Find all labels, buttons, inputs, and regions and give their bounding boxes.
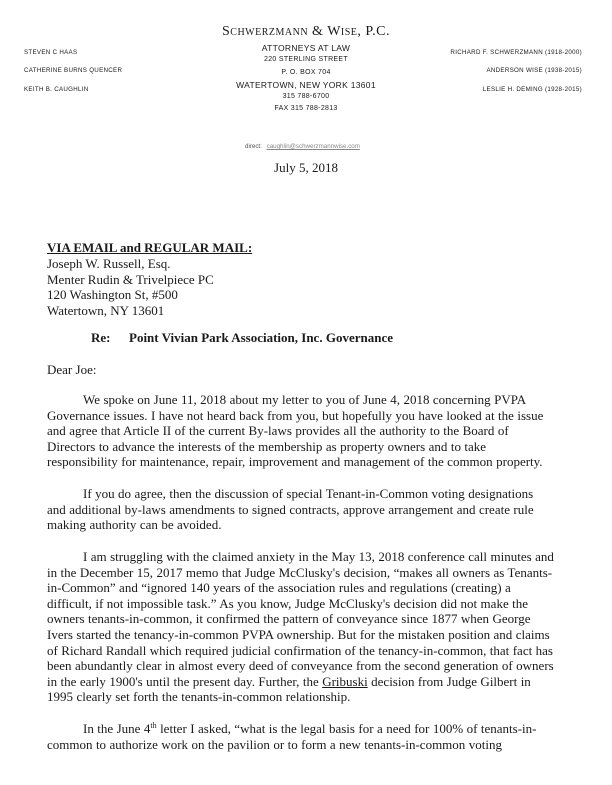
paragraph-line: of Richard Randall which required judicial confirmation of the tenancy-in-common, that fact has — [47, 642, 553, 658]
body-paragraph-4 — [47, 721, 568, 752]
paragraph-line: I am struggling with the claimed anxiety in the May 13, 2018 conference call minutes and — [83, 549, 554, 564]
body-paragraph-2 — [47, 486, 568, 533]
firm-name: Schwerzmann & Wise, P.C. — [222, 24, 390, 39]
firm-practice: ATTORNEYS AT LAW — [261, 43, 351, 53]
paragraph-line: Governance issues. I have not heard back from you, but hopefully you have looked at the issue — [47, 407, 544, 423]
paragraph-line: in the December 15, 2017 memo that Judge McClusky's decision, “makes all owners as Tenants- — [47, 564, 553, 580]
direct-contact — [245, 143, 360, 150]
delivery-method: VIA EMAIL and REGULAR MAIL: — [47, 240, 253, 255]
paragraph-line: been abundantly clear in almost every deed of conveyance from the second generation of owners — [47, 658, 554, 674]
firm-street: 220 STERLING STREET — [264, 56, 348, 64]
direct-label: direct: — [245, 143, 262, 150]
letter-date: July 5, 2018 — [274, 160, 338, 175]
right-partner-list — [450, 44, 582, 99]
paragraph-line: In the June 4th letter I asked, “what is the legal basis for a need for 100% of tenants-in- — [83, 721, 537, 736]
partner-name: RICHARD F. SCHWERZMANN (1918-2000) — [450, 49, 582, 56]
partner-name: STEVEN C HAAS — [24, 49, 78, 56]
re-subject: Point Vivian Park Association, Inc. Governance — [129, 330, 393, 345]
paragraph-line: Ivers started the tenancy-in-common PVPA ownership. But for the mistaken position and claims — [47, 626, 550, 642]
firm-address-block — [206, 42, 406, 116]
partner-name: LESLIE H. DEMING (1928-2015) — [482, 85, 582, 93]
paragraph-line: and additional by-laws amendments to signed contracts, approve arrangement and create rule — [47, 501, 534, 517]
paragraph-line: If you do agree, then the discussion of special Tenant-in-Common voting designations — [83, 486, 534, 501]
salutation: Dear Joe: — [47, 362, 97, 377]
body-paragraph-1 — [47, 392, 568, 470]
case-name: Gribuski — [322, 673, 368, 689]
firm-phone: 315 788-6700 — [282, 93, 330, 101]
partner-name: CATHERINE BURNS QUENCER — [24, 67, 123, 75]
direct-email-link[interactable]: caughlin@schwerzmannwise.com — [266, 143, 360, 150]
recipient-address — [47, 256, 214, 320]
paragraph-line: in-Common” and “ignored 140 years of the association rules and regulations (creating) a — [47, 580, 511, 596]
paragraph-line: difficult, if not impossible task.” As you know, Judge McClusky's decision did not make the — [47, 595, 529, 611]
left-partner-list — [24, 44, 122, 99]
recipient-firm: Menter Rudin & Trivelpiece PC — [47, 271, 214, 287]
paragraph-line: in the early 1900's until the present day. Further, the Gribuski decision from Judge Gilbert in — [47, 673, 531, 689]
paragraph-line: Directors to advance the interests of the membership as property owners and to take — [47, 438, 487, 454]
paragraph-line: responsibility for maintenance, repair, improvement and management of the common property. — [47, 454, 543, 470]
paragraph-line: common to authorize work on the pavilion or to form a new tenants-in-common voting — [47, 736, 502, 752]
firm-fax: FAX 315 788-2813 — [274, 105, 338, 113]
partner-name: ANDERSON WISE (1938-2015) — [486, 67, 582, 75]
re-label: Re: — [91, 330, 111, 345]
re-line — [91, 330, 393, 346]
partner-name: KEITH B. CAUGHLIN — [24, 85, 89, 93]
paragraph-line: We spoke on June 11, 2018 about my letter to you of June 4, 2018 concerning PVPA — [83, 392, 527, 407]
firm-city: WATERTOWN, NEW YORK 13601 — [236, 79, 376, 90]
paragraph-line: and agree that Article II of the current By-laws provides all the authority to the Board of — [47, 423, 509, 439]
paragraph-line: owners tenants-in-common, it confirmed the pattern of conveyance since 1877 when George — [47, 611, 531, 627]
recipient-name: Joseph W. Russell, Esq. — [47, 255, 171, 271]
recipient-city: Watertown, NY 13601 — [47, 303, 165, 319]
body-paragraph-3 — [47, 549, 568, 705]
paragraph-line: making authority can be avoided. — [47, 517, 222, 533]
paragraph-line: 1995 clearly set forth the tenants-in-common relationship. — [47, 689, 351, 705]
recipient-street: 120 Washington St, #500 — [47, 287, 178, 303]
firm-po-box: P. O. BOX 704 — [281, 68, 331, 76]
